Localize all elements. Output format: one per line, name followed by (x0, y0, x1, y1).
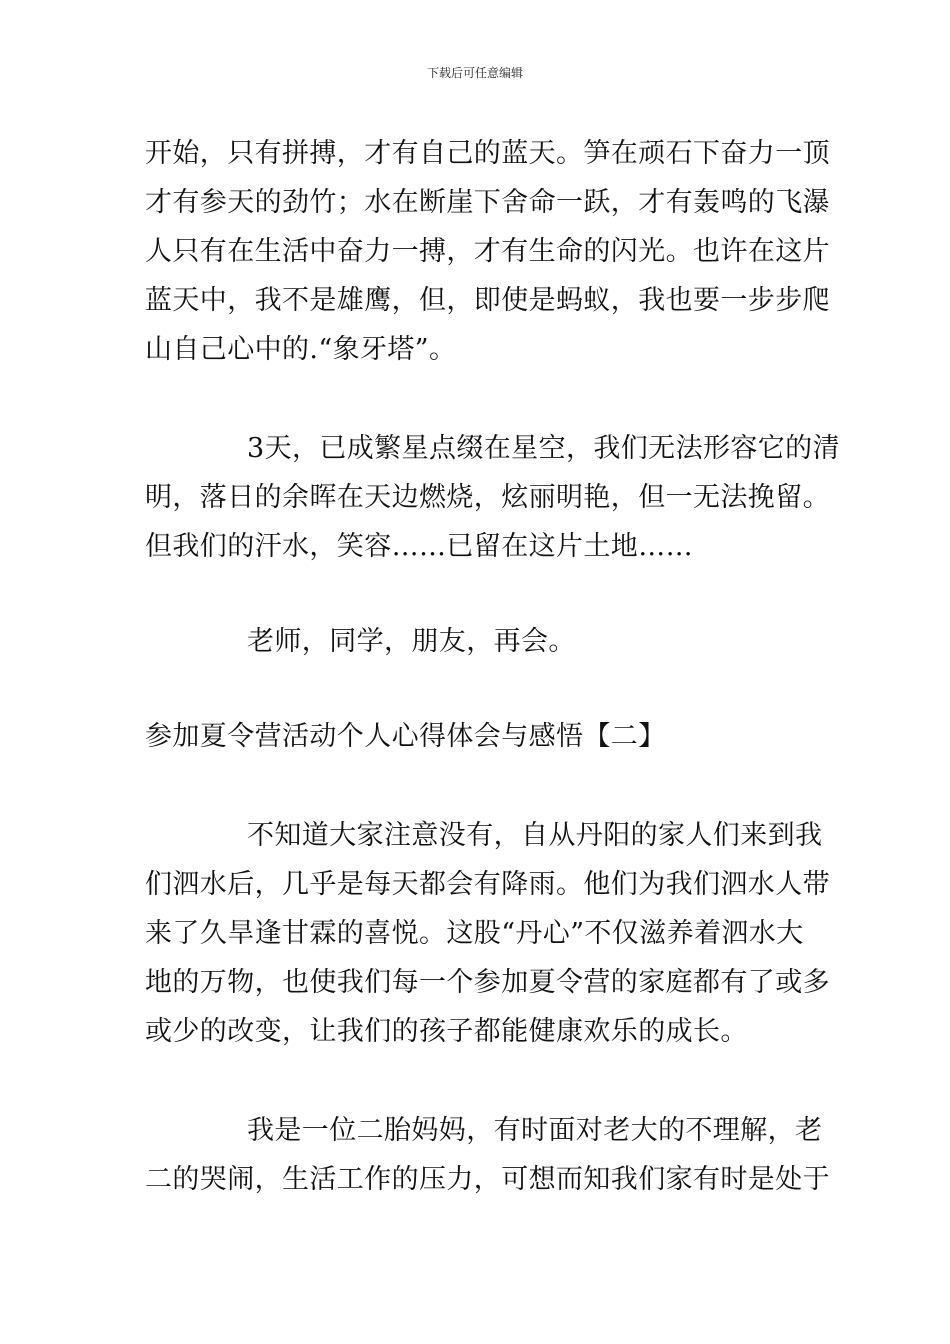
text-line: 蓝天中，我不是雄鹰，但，即使是蚂蚁，我也要一步步爬 (145, 285, 830, 316)
text-line: 们泗水后，几乎是每天都会有降雨。他们为我们泗水人带 (145, 869, 830, 900)
heading-text: 参加夏令营活动个人心得体会与感悟【二】 (145, 721, 666, 752)
section-heading (145, 712, 807, 761)
text-line: 开始，只有拼搏，才有自己的蓝天。笋在顽石下奋力一顶 (145, 138, 830, 169)
text-line: 山自己心中的.“象牙塔”。 (145, 334, 457, 365)
paragraph-3 (145, 617, 807, 666)
text-line: 明，落日的余晖在天边燃烧，炫丽明艳，但一无法挽留。 (145, 482, 830, 513)
paragraph-1 (145, 129, 830, 374)
text-line: 地的万物，也使我们每一个参加夏令营的家庭都有了或多 (145, 967, 830, 998)
paragraph-2 (145, 424, 840, 571)
document-body (145, 129, 840, 1204)
text-line: 我是一位二胎妈妈，有时面对老大的不理解，老 (247, 1115, 823, 1146)
text-line: 才有参天的劲竹；水在断崖下舍命一跃，才有轰鸣的飞瀑 (145, 187, 830, 218)
text-line: 不知道大家注意没有，自从丹阳的家人们来到我 (247, 820, 823, 851)
text-line: 3天，已成繁星点缀在星空，我们无法形容它的清 (247, 433, 840, 464)
paragraph-5 (145, 1106, 830, 1204)
text-line: 或少的改变，让我们的孩子都能健康欢乐的成长。 (145, 1016, 748, 1047)
text-line: 老师，同学，朋友，再会。 (247, 626, 576, 657)
text-line: 但我们的汗水，笑容……已留在这片土地…… (145, 531, 693, 562)
text-line: 人只有在生活中奋力一搏，才有生命的闪光。也许在这片 (145, 236, 830, 267)
paragraph-4 (145, 811, 830, 1056)
page-header: 下载后可任意编辑 (426, 66, 523, 80)
text-line: 二的哭闹，生活工作的压力，可想而知我们家有时是处于 (145, 1164, 830, 1195)
text-line: 来了久旱逢甘霖的喜悦。这股“丹心”不仅滋养着泗水大 (145, 918, 804, 949)
